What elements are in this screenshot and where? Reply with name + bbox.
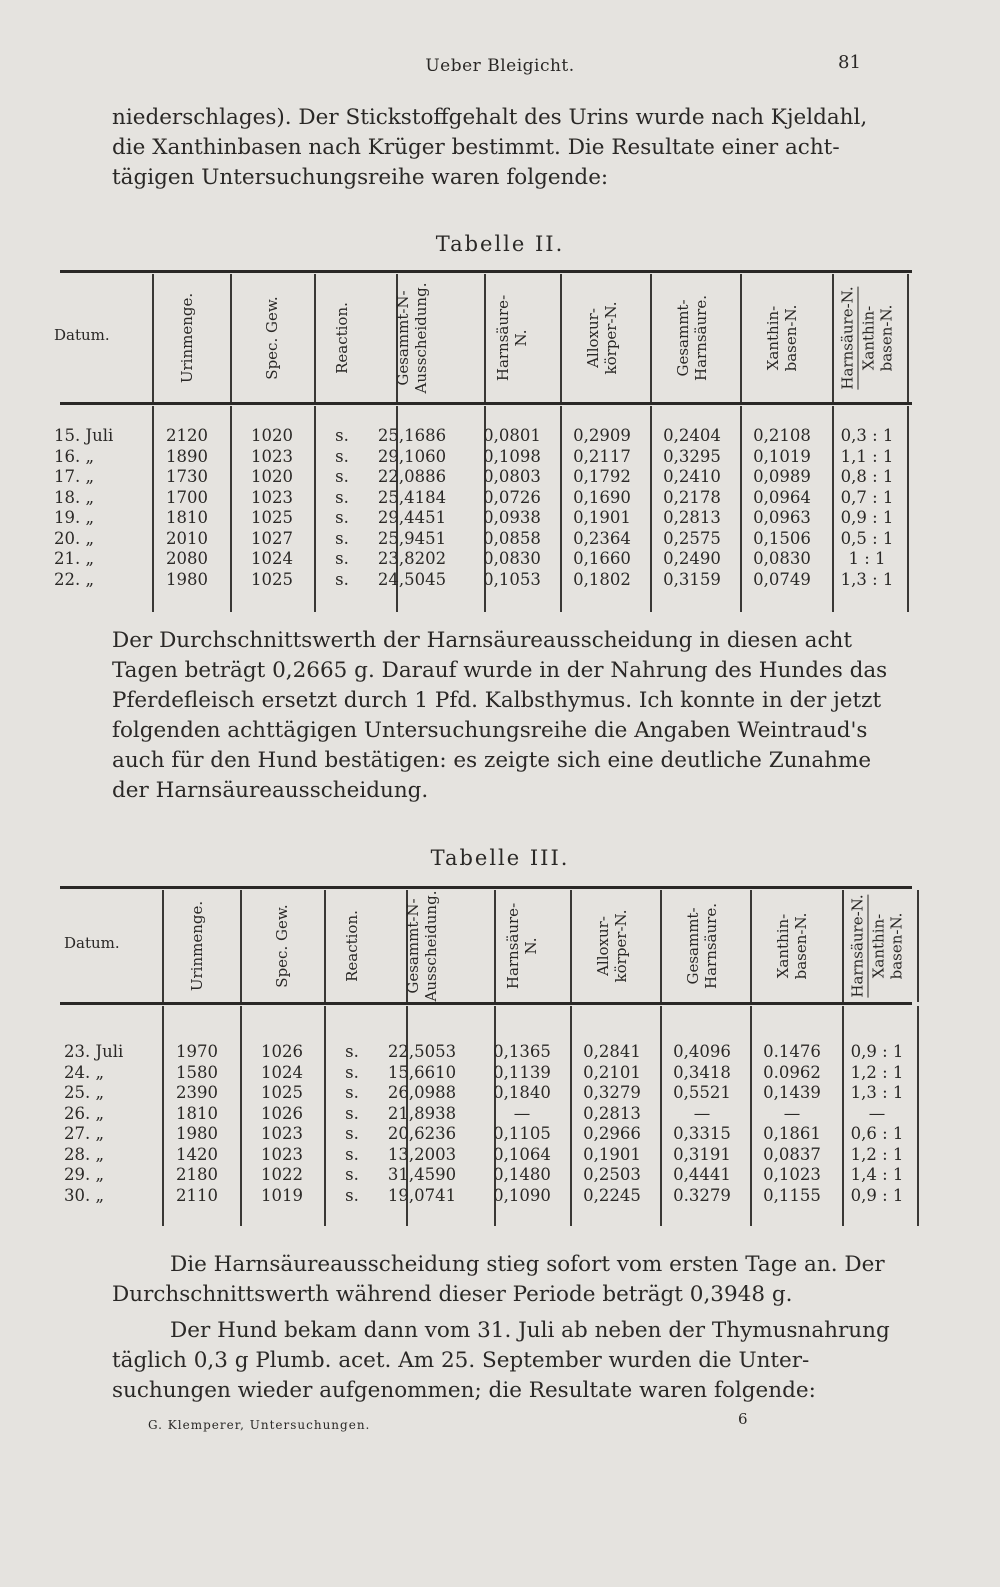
intro-paragraph [112, 103, 872, 193]
text-line: Der Hund bekam dann vom 31. Juli ab neben der Thymusnahrung [170, 1318, 890, 1343]
column-divider [740, 406, 742, 612]
table-cell: s. [345, 1042, 359, 1061]
text-line: suchungen wieder aufgenommen; die Resultate waren folgende: [112, 1378, 816, 1403]
table-cell: s. [345, 1165, 359, 1184]
header-alloxur [594, 910, 630, 983]
middle-paragraph [112, 626, 888, 806]
table-cell: 1730 [166, 467, 208, 486]
column-divider [152, 274, 154, 402]
header-line: Ausscheidung. [412, 282, 430, 394]
table-cell: 1025 [251, 508, 293, 527]
header-ratio [839, 286, 896, 389]
table-cell: 0,1506 [753, 528, 811, 548]
table-cell: 0.0962 [763, 1062, 821, 1082]
column-divider [917, 890, 919, 1002]
table-cell: 0,2404 [663, 426, 721, 445]
table-cell: 0,4441 [673, 1165, 731, 1184]
table-cell: 1026 [261, 1103, 303, 1123]
table-cell: 0,0938 [483, 508, 541, 527]
column-divider [240, 1006, 242, 1226]
table-cell: 0,2490 [663, 549, 721, 568]
final-paragraph [112, 1316, 890, 1406]
table-cell: 1024 [251, 549, 293, 568]
table-row-date: 16. „ [54, 446, 95, 466]
table-cell: 1023 [261, 1144, 303, 1164]
table-cell: 0,1901 [573, 508, 631, 527]
header-line: Spec. Gew. [273, 904, 291, 988]
table-cell: s. [335, 487, 349, 507]
table-cell: 1890 [166, 446, 208, 466]
running-header: Ueber Bleigicht. [425, 56, 575, 76]
table-cell: 25,1686 [377, 426, 447, 445]
header-line: Harnsäure. [702, 903, 720, 989]
table-cell: 13,2003 [387, 1144, 457, 1164]
table-cell: s. [345, 1124, 359, 1143]
header-line: Alloxur- [584, 308, 602, 368]
table-cell: 0,2117 [573, 446, 631, 466]
table-row-date: 23. Juli [64, 1042, 124, 1061]
table-cell: 1,4 : 1 [850, 1165, 904, 1184]
table-cell: 0,7 : 1 [840, 487, 894, 507]
table-cell: 0,1053 [483, 569, 541, 589]
header-line: Gesammt-N- [394, 290, 412, 386]
column-divider [560, 274, 562, 402]
table-row-date: 21. „ [54, 549, 95, 568]
header-line: Harnsäure. [692, 295, 710, 381]
table-row-date: 30. „ [64, 1185, 105, 1205]
table-cell: 0,4096 [673, 1042, 731, 1061]
header-line: basen-N. [877, 304, 896, 372]
header-line: Gesammt- [674, 299, 692, 377]
table-cell: 0,1480 [493, 1165, 551, 1184]
table-cell: s. [345, 1185, 359, 1205]
table-cell: 0,0963 [753, 508, 811, 527]
table-cell: 1970 [176, 1042, 218, 1061]
result-paragraph [112, 1250, 885, 1310]
table-header-rule [60, 402, 912, 405]
text-line: Tagen beträgt 0,2665 g. Darauf wurde in der Nahrung des Hundes das [112, 658, 888, 683]
column-divider [314, 406, 316, 612]
column-divider [750, 890, 752, 1002]
header-line: Xanthin- [764, 305, 782, 371]
fraction-bar [868, 894, 869, 997]
column-divider [324, 1006, 326, 1226]
table-cell: 1020 [251, 467, 293, 486]
table-cell: 1810 [166, 508, 208, 527]
header-datum: Datum. [54, 326, 110, 344]
table-cell: 1026 [261, 1042, 303, 1061]
column-divider [162, 890, 164, 1002]
header-line: N. [512, 329, 530, 347]
column-divider [650, 406, 652, 612]
column-divider [230, 406, 232, 612]
table-cell: 0,2108 [753, 426, 811, 445]
table-top-rule [60, 886, 912, 889]
column-divider [314, 274, 316, 402]
table-cell: 0,1139 [493, 1062, 551, 1082]
table-cell: 26,0988 [387, 1083, 457, 1102]
table-3-caption: Tabelle III. [430, 846, 570, 870]
column-divider [230, 274, 232, 402]
table-cell: 22,5053 [387, 1042, 457, 1061]
table-cell: 0,0726 [483, 487, 541, 507]
table-cell: 0,0837 [763, 1144, 821, 1164]
table-row-date: 17. „ [54, 467, 95, 486]
column-divider [570, 1006, 572, 1226]
table-cell: 1019 [261, 1185, 303, 1205]
table-cell: — [513, 1103, 531, 1123]
table-cell: 1020 [251, 426, 293, 445]
column-divider [240, 890, 242, 1002]
table-cell: 0,1439 [763, 1083, 821, 1102]
header-reaction [333, 302, 351, 374]
table-row-date: 15. Juli [54, 426, 114, 445]
table-cell: 0,1901 [583, 1144, 641, 1164]
table-cell: 21,8938 [387, 1103, 457, 1123]
column-divider [650, 274, 652, 402]
footer-signature: G. Klemperer, Untersuchungen. [148, 1418, 371, 1432]
table-cell: 0,3418 [673, 1062, 731, 1082]
table-cell: 0,0964 [753, 487, 811, 507]
table-row-date: 24. „ [64, 1062, 105, 1082]
table-cell: 0,1098 [483, 446, 541, 466]
table-cell: 1700 [166, 487, 208, 507]
header-line: Harnsäure-N. [848, 894, 867, 998]
table-row-date: 22. „ [54, 569, 95, 589]
column-divider [570, 890, 572, 1002]
table-cell: 0,1019 [753, 446, 811, 466]
header-spec-gew [263, 296, 281, 379]
text-line: auch für den Hund bestätigen: es zeigte sich eine deutliche Zunahme [112, 748, 872, 773]
header-line: Gesammt-N- [404, 898, 422, 994]
header-line: Urinmenge. [178, 292, 196, 384]
table-cell: 0,9 : 1 [840, 508, 894, 527]
table-cell: 1025 [251, 569, 293, 589]
table-cell: — [783, 1103, 801, 1123]
header-alloxur [584, 302, 620, 375]
header-gesammt-harnsaeure [674, 295, 710, 381]
header-xanthin [764, 305, 800, 372]
table-cell: 0,2364 [573, 528, 631, 548]
column-divider [917, 1006, 919, 1226]
table-cell: 0,1861 [763, 1124, 821, 1143]
table-row-date: 25. „ [64, 1083, 105, 1102]
table-cell: 24,5045 [377, 569, 447, 589]
table-row-date: 19. „ [54, 508, 95, 527]
table-cell: 0,1090 [493, 1185, 551, 1205]
table-cell: 0,2841 [583, 1042, 641, 1061]
header-urinmenge [178, 293, 196, 383]
table-cell: 1,3 : 1 [850, 1083, 904, 1102]
table-cell: 2120 [166, 426, 208, 445]
text-line: Pferdefleisch ersetzt durch 1 Pfd. Kalbsthymus. Ich konnte in der jetzt [112, 688, 882, 713]
table-cell: 0,0830 [483, 549, 541, 568]
table-cell: — [868, 1103, 886, 1123]
column-divider [832, 406, 834, 612]
table-row-date: 27. „ [64, 1124, 105, 1143]
column-divider [324, 890, 326, 1002]
table-cell: 0,1155 [763, 1185, 821, 1205]
table-cell: 0.3279 [673, 1185, 731, 1205]
table-cell: 0,0989 [753, 467, 811, 486]
table-cell: 2390 [176, 1083, 218, 1102]
table-row-date: 28. „ [64, 1144, 105, 1164]
header-gesammt-n [404, 891, 440, 1002]
table-cell: 19,0741 [387, 1185, 457, 1205]
table-cell: 1023 [251, 487, 293, 507]
table-cell: 1 : 1 [848, 549, 886, 568]
table-cell: s. [345, 1103, 359, 1123]
table-cell: 0,2966 [583, 1124, 641, 1143]
table-cell: 0,2813 [663, 508, 721, 527]
table-cell: 0,1792 [573, 467, 631, 486]
table-cell: 0,2813 [583, 1103, 641, 1123]
header-gesammt-harnsaeure [684, 903, 720, 989]
text-line: der Harnsäureausscheidung. [112, 778, 429, 803]
header-harnsaeure-n [504, 903, 540, 989]
fraction-bar [858, 286, 859, 389]
column-divider [740, 274, 742, 402]
column-divider [907, 274, 909, 402]
table-2-caption: Tabelle II. [435, 232, 565, 256]
header-line: Xanthin- [774, 913, 792, 979]
table-cell: 0,0830 [753, 549, 811, 568]
table-cell: 1027 [251, 528, 293, 548]
table-cell: 0,3159 [663, 569, 721, 589]
table-cell: 1420 [176, 1144, 218, 1164]
header-xanthin [774, 913, 810, 980]
text-line: täglich 0,3 g Plumb. acet. Am 25. September wurden die Unter- [112, 1348, 810, 1373]
table-cell: 15,6610 [387, 1062, 457, 1082]
header-line: Harnsäure- [494, 294, 512, 382]
text-line: Durchschnittswerth während dieser Periode beträgt 0,3948 g. [112, 1282, 793, 1307]
header-line: körper-N. [602, 301, 620, 375]
table-cell: 2080 [166, 549, 208, 568]
column-divider [660, 1006, 662, 1226]
text-line: niederschlages). Der Stickstoffgehalt des Urins wurde nach Kjeldahl, [112, 105, 868, 130]
table-cell: 1024 [261, 1062, 303, 1082]
header-line: Gesammt- [684, 907, 702, 985]
table-cell: 1980 [176, 1124, 218, 1143]
table-cell: 0,9 : 1 [850, 1185, 904, 1205]
table-row-date: 26. „ [64, 1103, 105, 1123]
table-cell: 0,6 : 1 [850, 1124, 904, 1143]
header-spec-gew [273, 904, 291, 987]
column-divider [560, 406, 562, 612]
table-cell: 0,9 : 1 [850, 1042, 904, 1061]
table-cell: 20,6236 [387, 1124, 457, 1143]
table-cell: 0,2503 [583, 1165, 641, 1184]
table-cell: 1,2 : 1 [850, 1144, 904, 1164]
text-line: tägigen Untersuchungsreihe waren folgende: [112, 165, 609, 190]
table-cell: 1580 [176, 1062, 218, 1082]
header-line: Ausscheidung. [422, 890, 440, 1002]
table-cell: 29,1060 [377, 446, 447, 466]
table-cell: 0,1023 [763, 1165, 821, 1184]
table-cell: s. [335, 426, 349, 445]
table-cell: 1022 [261, 1165, 303, 1184]
table-cell: 1,3 : 1 [840, 569, 894, 589]
table-cell: 1025 [261, 1083, 303, 1102]
table-cell: 29,4451 [377, 508, 447, 527]
table-cell: 1810 [176, 1103, 218, 1123]
table-cell: 0,2245 [583, 1185, 641, 1205]
table-cell: 0,5 : 1 [840, 528, 894, 548]
column-divider [750, 1006, 752, 1226]
table-cell: 0,0858 [483, 528, 541, 548]
column-divider [660, 890, 662, 1002]
table-cell: 0,0801 [483, 426, 541, 445]
table-cell: 0,3279 [583, 1083, 641, 1102]
header-line: basen-N. [887, 912, 906, 980]
table-cell: 1023 [261, 1124, 303, 1143]
column-divider [162, 1006, 164, 1226]
header-line: Harnsäure-N. [838, 286, 857, 390]
column-divider [494, 890, 496, 1002]
table-cell: 0.1476 [763, 1042, 821, 1061]
table-cell: 0,1660 [573, 549, 631, 568]
text-line: Die Harnsäureausscheidung stieg sofort vom ersten Tage an. Der [170, 1252, 885, 1277]
header-line: Reaction. [333, 302, 351, 374]
table-cell: s. [335, 508, 349, 527]
table-cell: — [693, 1103, 711, 1123]
table-row-date: 18. „ [54, 487, 95, 507]
table-cell: 0,5521 [673, 1083, 731, 1102]
header-ratio [849, 894, 906, 997]
table-cell: s. [345, 1062, 359, 1082]
table-cell: 1023 [251, 446, 293, 466]
table-cell: 0,1365 [493, 1042, 551, 1061]
table-cell: 23,8202 [377, 549, 447, 568]
table-cell: 25,9451 [377, 528, 447, 548]
table-cell: s. [335, 549, 349, 568]
header-reaction [343, 910, 361, 982]
table-cell: s. [345, 1144, 359, 1164]
column-divider [832, 274, 834, 402]
table-cell: 2180 [176, 1165, 218, 1184]
table-cell: 1980 [166, 569, 208, 589]
sheet-number: 6 [738, 1410, 748, 1428]
header-line: körper-N. [612, 909, 630, 983]
table-row-date: 20. „ [54, 528, 95, 548]
header-urinmenge [188, 901, 206, 991]
page-number: 81 [838, 52, 861, 73]
table-cell: 25,4184 [377, 487, 447, 507]
table-cell: 2010 [166, 528, 208, 548]
table-cell: 0,3315 [673, 1124, 731, 1143]
text-line: die Xanthinbasen nach Krüger bestimmt. Die Resultate einer acht- [112, 135, 840, 160]
table-cell: 0,1105 [493, 1124, 551, 1143]
table-cell: s. [335, 467, 349, 486]
table-cell: 0,2575 [663, 528, 721, 548]
table-cell: 0,2101 [583, 1062, 641, 1082]
table-cell: 2110 [176, 1185, 218, 1205]
table-cell: 0,2410 [663, 467, 721, 486]
table-cell: s. [345, 1083, 359, 1102]
table-cell: 0,3 : 1 [840, 426, 894, 445]
header-line: Reaction. [343, 910, 361, 982]
table-cell: 22,0886 [377, 467, 447, 486]
header-line: basen-N. [792, 912, 810, 980]
header-line: Harnsäure- [504, 902, 522, 990]
table-cell: 31,4590 [387, 1165, 457, 1184]
header-line: Xanthin- [859, 305, 878, 371]
table-cell: s. [335, 528, 349, 548]
table-cell: 0,1690 [573, 487, 631, 507]
table-cell: 0,1840 [493, 1083, 551, 1102]
table-cell: 1,2 : 1 [850, 1062, 904, 1082]
header-gesammt-n [394, 283, 430, 394]
table-cell: 0,3295 [663, 446, 721, 466]
header-harnsaeure-n [494, 295, 530, 381]
column-divider [842, 890, 844, 1002]
table-cell: 0,2909 [573, 426, 631, 445]
header-line: basen-N. [782, 304, 800, 372]
text-line: Der Durchschnittswerth der Harnsäureausscheidung in diesen acht [112, 628, 852, 653]
table-cell: 0,8 : 1 [840, 467, 894, 486]
column-divider [484, 274, 486, 402]
table-cell: s. [335, 446, 349, 466]
table-cell: 0,0749 [753, 569, 811, 589]
column-divider [842, 1006, 844, 1226]
table-cell: s. [335, 569, 349, 589]
header-line: Spec. Gew. [263, 296, 281, 380]
table-top-rule [60, 270, 912, 273]
header-line: Xanthin- [869, 913, 888, 979]
header-line: N. [522, 937, 540, 955]
header-line: Urinmenge. [188, 900, 206, 992]
header-line: Alloxur- [594, 916, 612, 976]
column-divider [907, 406, 909, 612]
header-datum: Datum. [64, 934, 120, 952]
table-row-date: 29. „ [64, 1165, 105, 1184]
table-cell: 0,3191 [673, 1144, 731, 1164]
column-divider [152, 406, 154, 612]
table-cell: 0,0803 [483, 467, 541, 486]
table-cell: 0,1802 [573, 569, 631, 589]
table-cell: 0,1064 [493, 1144, 551, 1164]
table-header-rule [60, 1002, 912, 1005]
table-cell: 0,2178 [663, 487, 721, 507]
table-cell: 1,1 : 1 [840, 446, 894, 466]
text-line: folgenden achttägigen Untersuchungsreihe die Angaben Weintraud's [112, 718, 868, 743]
